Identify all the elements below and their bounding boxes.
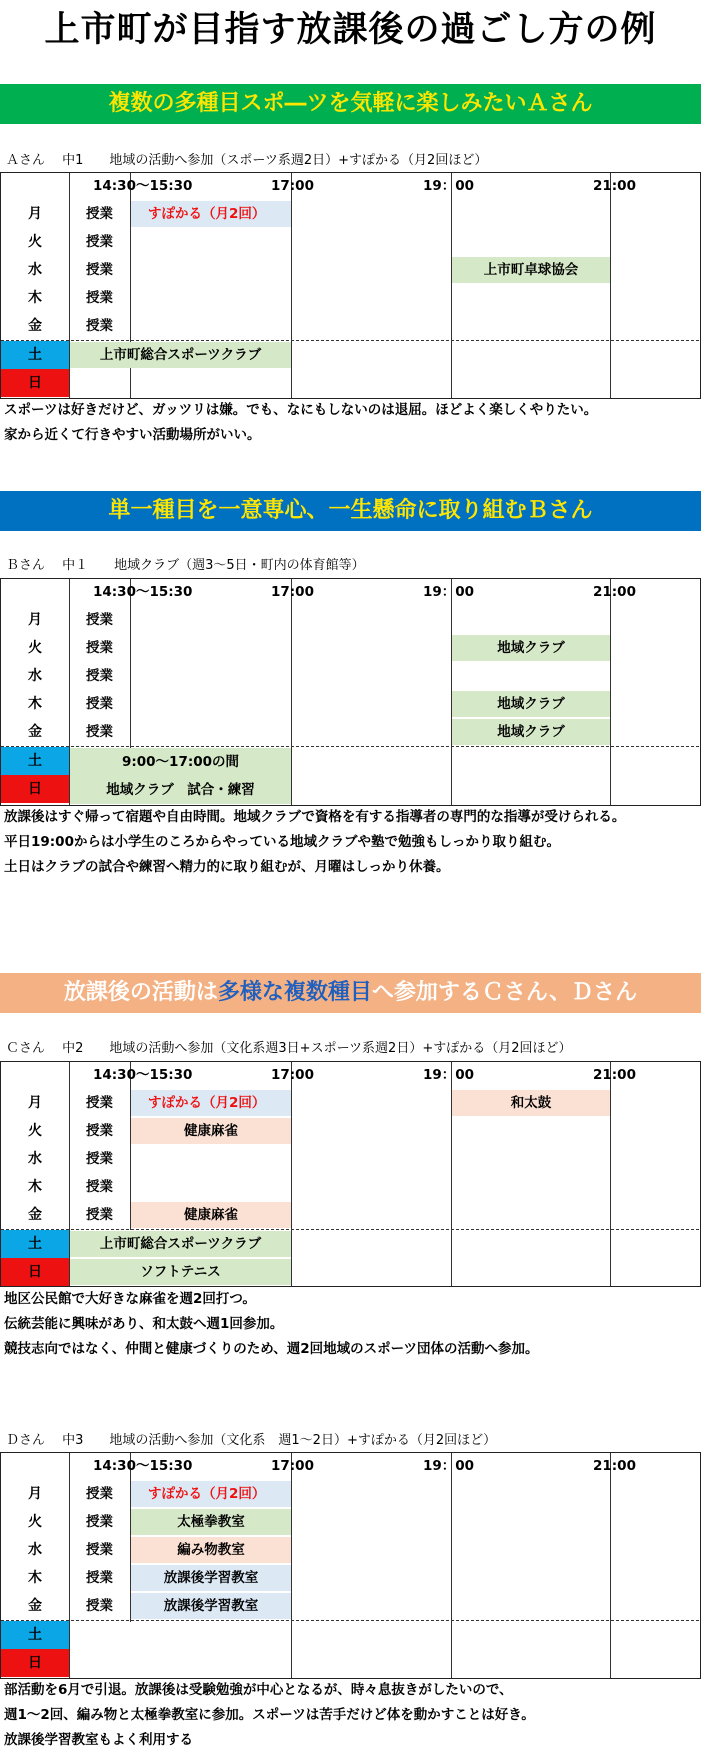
page-title: 上市町が目指す放課後の過ごし方の例	[44, 10, 657, 50]
class-label: 授業	[86, 1207, 113, 1223]
note-line: 伝統芸能に興味があり、和太鼓へ週1回参加。	[4, 1316, 284, 1332]
row-fri	[1, 1592, 699, 1620]
row-wed	[1, 1536, 699, 1564]
day-label: 日	[1, 775, 69, 803]
time-header-3: 19：00	[423, 178, 475, 194]
activity-block: 上市町卓球協会	[452, 257, 610, 283]
day-label: 金	[28, 1598, 42, 1614]
day-label: 水	[28, 668, 42, 684]
weekend-block	[70, 748, 291, 804]
day-label: 日	[1, 1649, 69, 1677]
note-line: 部活動を6月で引退。放課後は受験勉強が中心となるが、時々息抜きがしたいので、	[4, 1682, 513, 1698]
time-header-1: 14:30〜15:30	[93, 178, 193, 194]
note-line: スポーツは好きだけど、ガッツリは嫌。でも、なにもしないのは退屈。ほどよく楽しくやりたい。	[4, 402, 598, 418]
time-header-2: 17:00	[271, 178, 314, 194]
time-header-2: 17:00	[271, 584, 314, 600]
day-label: 木	[28, 696, 42, 712]
day-label: 土	[1, 1621, 69, 1649]
row-wed	[1, 662, 699, 690]
activity-block: すぽかる（月2回）	[131, 1481, 291, 1507]
day-label: 水	[28, 1542, 42, 1558]
activity-block: 地域クラブ	[452, 719, 610, 745]
row-mon	[1, 606, 699, 634]
activity-block: 上市町総合スポーツクラブ	[70, 1231, 291, 1257]
activity-block: 放課後学習教室	[131, 1593, 291, 1619]
class-label: 授業	[86, 696, 113, 712]
day-label: 木	[28, 1570, 42, 1586]
case-c-header: Ｃさん 中2 地域の活動へ参加（文化系週3日+スポーツ系週2日）+すぽかる（月2回ほど）	[6, 1041, 572, 1056]
class-label: 授業	[86, 1095, 113, 1111]
row-sat	[1, 1621, 699, 1649]
class-label: 授業	[86, 1570, 113, 1586]
activity-block: すぽかる（月2回）	[131, 201, 291, 227]
banner-a-highlight: 複数の多種目	[108, 91, 241, 116]
row-fri	[1, 312, 699, 340]
schedule-c	[0, 1061, 701, 1287]
day-label: 土	[1, 341, 69, 369]
day-label: 土	[1, 747, 69, 775]
row-tue	[1, 1508, 699, 1536]
row-sat	[1, 747, 69, 775]
note-line: 家から近くて行きやすい活動場所がいい。	[4, 427, 261, 443]
banner-c-highlight: 多様な複数種目	[217, 980, 372, 1005]
row-sun	[1, 369, 699, 397]
row-sun	[1, 1258, 699, 1286]
row-thu	[1, 1564, 699, 1592]
day-label: 土	[1, 1230, 69, 1258]
class-label: 授業	[86, 668, 113, 684]
schedule-d	[0, 1452, 701, 1679]
day-label: 金	[28, 724, 42, 740]
day-label: 日	[1, 369, 69, 397]
day-label: 月	[28, 612, 42, 628]
note-line: 地区公民館で大好きな麻雀を週2回打つ。	[4, 1291, 256, 1307]
row-tue	[1, 634, 699, 662]
activity-block: 健康麻雀	[131, 1118, 291, 1144]
activity-block: 和太鼓	[452, 1090, 610, 1116]
activity-block: すぽかる（月2回）	[131, 1090, 291, 1116]
schedule-b	[0, 578, 701, 806]
banner-a	[0, 84, 701, 124]
time-header-2: 17:00	[271, 1067, 314, 1083]
time-header-4: 21:00	[593, 584, 636, 600]
class-label: 授業	[86, 1151, 113, 1167]
banner-c-text-pre: 放課後の活動は	[63, 980, 218, 1005]
activity-block: 地域クラブ	[452, 691, 610, 717]
weekend-block-line-1: 9:00〜17:00の間	[121, 754, 240, 770]
class-label: 授業	[86, 1179, 113, 1195]
activity-block: 太極拳教室	[131, 1509, 291, 1535]
row-fri	[1, 1201, 699, 1229]
day-label: 水	[28, 1151, 42, 1167]
class-label: 授業	[86, 318, 113, 334]
row-wed	[1, 256, 699, 284]
time-header-4: 21:00	[593, 178, 636, 194]
banner-c-text-post: へ参加するＣさん、Ｄさん	[371, 980, 638, 1005]
notes-d	[4, 1678, 700, 1749]
activity-block: 地域クラブ	[452, 635, 610, 661]
time-header-3: 19：00	[423, 1458, 475, 1474]
banner-a-text: スポ―ツを気軽に楽しみたいＡさん	[240, 91, 593, 116]
class-label: 授業	[86, 262, 113, 278]
banner-b-text: に取り組むＢさん	[416, 498, 593, 523]
class-label: 授業	[86, 1486, 113, 1502]
class-label: 授業	[86, 1514, 113, 1530]
activity-block: 編み物教室	[131, 1537, 291, 1563]
time-header-1: 14:30〜15:30	[93, 584, 193, 600]
day-label: 金	[28, 318, 42, 334]
row-thu	[1, 1173, 699, 1201]
schedule-a	[0, 172, 701, 399]
row-mon	[1, 1089, 699, 1117]
row-wed	[1, 1145, 699, 1173]
row-thu	[1, 284, 699, 312]
class-label: 授業	[86, 640, 113, 656]
activity-block: 放課後学習教室	[131, 1565, 291, 1591]
note-line: 放課後学習教室もよく利用する	[4, 1732, 193, 1748]
class-label: 授業	[86, 724, 113, 740]
day-label: 火	[28, 234, 42, 250]
day-label: 火	[28, 640, 42, 656]
day-label: 水	[28, 262, 42, 278]
row-fri	[1, 718, 699, 746]
time-header-2: 17:00	[271, 1458, 314, 1474]
day-label: 火	[28, 1123, 42, 1139]
banner-b-highlight: 単一種目を一意専心、一生懸命	[108, 498, 417, 523]
day-label: 月	[28, 1095, 42, 1111]
activity-block: ソフトテニス	[70, 1259, 291, 1285]
day-label: 火	[28, 1514, 42, 1530]
time-header-1: 14:30〜15:30	[93, 1067, 193, 1083]
activity-block: 健康麻雀	[131, 1202, 291, 1228]
note-line: 放課後はすぐ帰って宿題や自由時間。地域クラブで資格を有する指導者の専門的な指導が受けられる。	[4, 809, 626, 825]
notes-a	[4, 398, 700, 448]
row-sun	[1, 775, 69, 803]
row-mon	[1, 1480, 699, 1508]
time-header-3: 19：00	[423, 1067, 475, 1083]
day-label: 月	[28, 206, 42, 222]
weekend-block-line-2: 地域クラブ 試合・練習	[106, 782, 255, 798]
row-sat	[1, 341, 699, 369]
row-tue	[1, 228, 699, 256]
class-label: 授業	[86, 1598, 113, 1614]
class-label: 授業	[86, 1542, 113, 1558]
class-label: 授業	[86, 206, 113, 222]
day-label: 月	[28, 1486, 42, 1502]
class-label: 授業	[86, 234, 113, 250]
class-label: 授業	[86, 612, 113, 628]
case-b-header: Ｂさん 中１ 地域クラブ（週3〜5日・町内の体育館等）	[6, 558, 365, 573]
time-header-3: 19：00	[423, 584, 475, 600]
banner-b	[0, 491, 701, 531]
banner-c	[0, 973, 701, 1013]
class-label: 授業	[86, 290, 113, 306]
note-line: 平日19:00からは小学生のころからやっている地域クラブや塾で勉強もしっかり取り組む。	[4, 834, 560, 850]
case-d-header: Ｄさん 中3 地域の活動へ参加（文化系 週1〜2日）+すぽかる（月2回ほど）	[6, 1433, 497, 1448]
day-label: 日	[1, 1258, 69, 1286]
row-tue	[1, 1117, 699, 1145]
row-thu	[1, 690, 699, 718]
note-line: 週1〜2回、編み物と太極拳教室に参加。スポーツは苦手だけど体を動かすことは好き。	[4, 1707, 535, 1723]
time-header-4: 21:00	[593, 1067, 636, 1083]
note-line: 競技志向ではなく、仲間と健康づくりのため、週2回地域のスポーツ団体の活動へ参加。	[4, 1341, 539, 1357]
time-header-1: 14:30〜15:30	[93, 1458, 193, 1474]
day-label: 木	[28, 1179, 42, 1195]
row-sun	[1, 1649, 699, 1677]
row-sat	[1, 1230, 699, 1258]
notes-c	[4, 1287, 700, 1362]
activity-block: 上市町総合スポーツクラブ	[70, 342, 291, 368]
time-header-4: 21:00	[593, 1458, 636, 1474]
class-label: 授業	[86, 1123, 113, 1139]
case-a-header: Ａさん 中1 地域の活動へ参加（スポーツ系週2日）+すぽかる（月2回ほど）	[6, 153, 488, 168]
notes-b	[4, 805, 700, 880]
day-label: 金	[28, 1207, 42, 1223]
note-line: 土日はクラブの試合や練習へ精力的に取り組むが、月曜はしっかり休養。	[4, 859, 450, 875]
day-label: 木	[28, 290, 42, 306]
row-mon	[1, 200, 699, 228]
